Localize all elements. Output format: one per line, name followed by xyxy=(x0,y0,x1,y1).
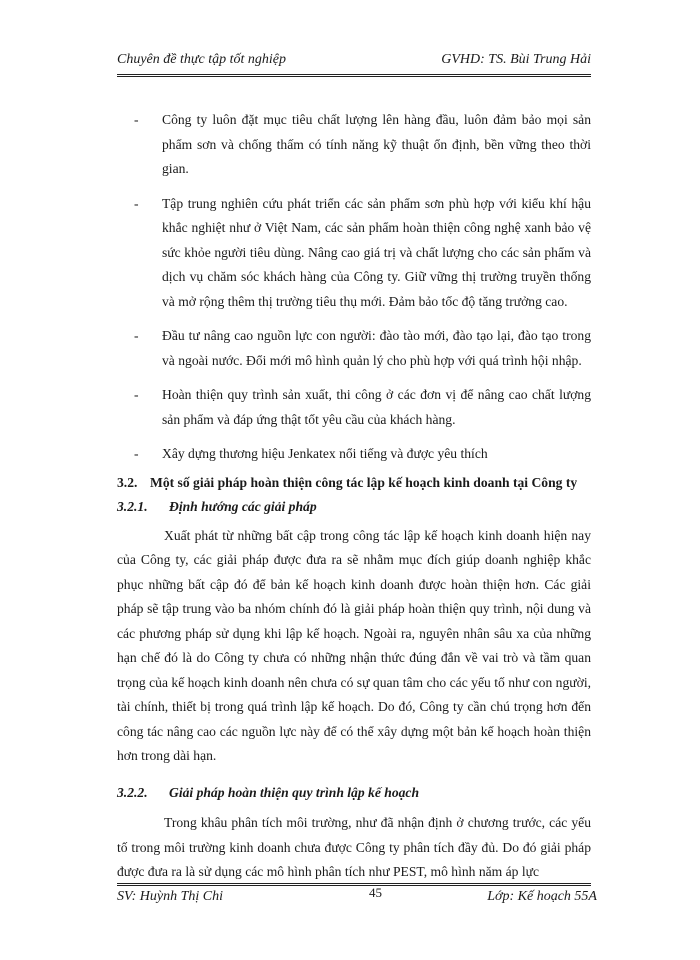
bullet-dash: - xyxy=(134,387,139,402)
bullet-dash: - xyxy=(134,112,139,127)
bullet-dash: - xyxy=(134,328,139,343)
header-title: Chuyên đề thực tập tốt nghiệp xyxy=(117,52,286,67)
bullet-dash: - xyxy=(134,446,139,461)
list-item xyxy=(117,108,591,182)
page-body xyxy=(117,108,591,895)
bullet-dash: - xyxy=(134,195,139,211)
footer-student: SV: Huỳnh Thị Chi xyxy=(117,889,224,904)
list-item xyxy=(117,192,591,315)
list-item-text: Tập trung nghiên cứu phát triển các sản phẩm sơn phù hợp với kiểu khí hậu khắc nghiệt như ở Việt Nam, các sản phẩm hoàn thiện công nghệ xanh bảo vệ sức khỏe người tiêu dùng. Nâng cao giá trị và chất lượng cho các sản phẩm và dịch vụ chăm sóc khách hàng của Công ty. Giữ vững thị trường truyền thống và mở rộng thêm thị trường tiêu thụ mới. Đảm bảo tốc độ tăng trưởng cao. xyxy=(162,195,591,309)
list-item xyxy=(117,383,591,432)
section-heading xyxy=(117,471,591,496)
list-item-text: Xây dựng thương hiệu Jenkatex nổi tiếng và được yêu thích xyxy=(162,446,488,461)
list-item xyxy=(117,324,591,373)
subsection-heading-2 xyxy=(117,781,591,806)
page-header xyxy=(117,52,591,76)
list-item-text: Đầu tư nâng cao nguồn lực con người: đào tào mới, đào tạo lại, đào tạo trong và ngoài nước. Đổi mới mô hình quản lý cho phù hợp với quá trình hội nhập. xyxy=(162,328,591,368)
list-item-text: Công ty luôn đặt mục tiêu chất lượng lên hàng đầu, luôn đảm bảo mọi sản phẩm sơn và chống thấm có tính năng kỹ thuật ổn định, bền vững theo thời gian. xyxy=(162,112,591,176)
header-advisor: GVHD: TS. Bùi Trung Hải xyxy=(441,52,591,67)
subsection-heading-1 xyxy=(117,495,591,520)
subsection-number: 3.2.2. xyxy=(117,784,148,800)
paragraph-process: Trong khâu phân tích môi trường, như đã nhận định ở chương trước, các yếu tố trong môi trường kinh doanh chưa được Công ty phân tích đầy đủ. Do đó giải pháp được đưa ra là sử dụng các mô hình phân tích như PEST, mô hình năm áp lực xyxy=(117,815,591,879)
header-divider xyxy=(117,74,591,77)
section-title: Một số giải pháp hoàn thiện công tác lập kế hoạch kinh doanh tại Công ty xyxy=(150,474,578,490)
subsection-number: 3.2.1. xyxy=(117,499,148,514)
list-item-text: Hoàn thiện quy trình sản xuất, thi công ở các đơn vị để nâng cao chất lượng sản phẩm và đáp ứng thật tốt yêu cầu của khách hàng. xyxy=(162,387,591,427)
page-number: 45 xyxy=(369,885,382,900)
section-number: 3.2. xyxy=(117,474,138,490)
footer-class: Lớp: Kế hoạch 55A xyxy=(487,889,597,904)
page-footer xyxy=(117,885,597,913)
list-item xyxy=(117,442,591,467)
subsection-title: Giải pháp hoàn thiện quy trình lập kế hoạch xyxy=(169,784,420,800)
footer-divider xyxy=(117,883,591,886)
paragraph-orientation: Xuất phát từ những bất cập trong công tác lập kế hoạch kinh doanh hiện nay của Công ty, các giải pháp được đưa ra sẽ nhằm mục đích giúp doanh nghiệp khắc phục những bất cập đó để bản kế hoạch kinh doanh được hoàn thiện hơn. Các giải pháp sẽ tập trung vào ba nhóm chính đó là giải pháp hoàn thiện quy trình, nội dung và các phương pháp sử dụng khi lập kế hoạch. Ngoài ra, nguyên nhân sâu xa của những hạn chế đó là do Công ty chưa có những nhận thức đúng đắn về vai trò và tầm quan trọng của kế hoạch kinh doanh nên chưa có sự quan tâm cho các yếu tố như con người, tài chính, thiết bị trong quá trình lập kế hoạch. Do đó, Công ty cần chú trọng hơn đến công tác nâng cao các nguồn lực này để có thể xây dựng một bản kế hoạch hoàn thiện hơn trong dài hạn. xyxy=(117,527,591,763)
subsection-title: Định hướng các giải pháp xyxy=(169,499,317,514)
